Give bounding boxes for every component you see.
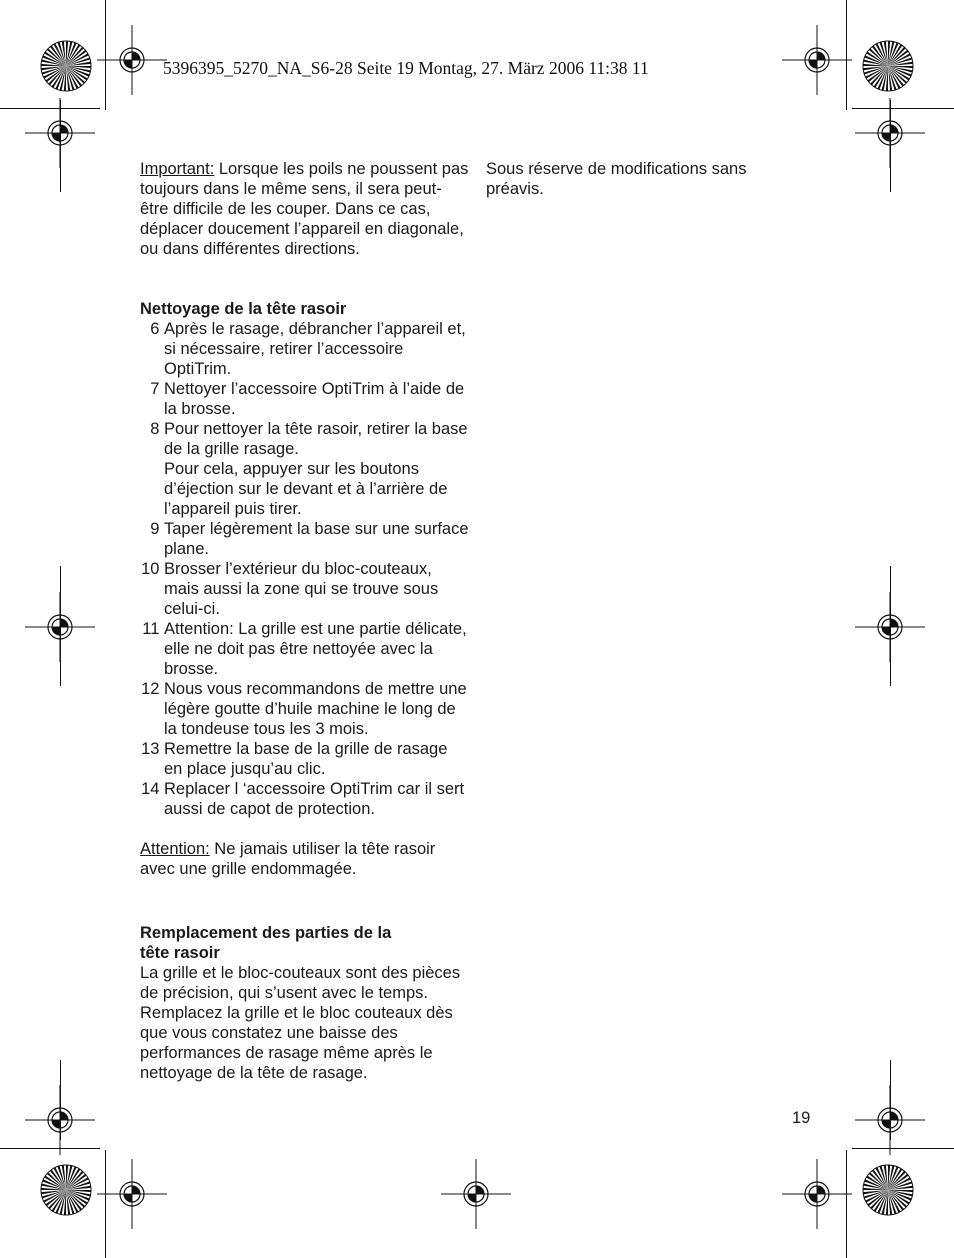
step-text — [164, 319, 470, 379]
attention-text: Ne jamais utiliser la tête rasoir avec une grille endommagée. — [140, 840, 436, 878]
trim-line-bottom-right-vertical — [846, 1150, 847, 1258]
step-number: 10 — [141, 560, 164, 578]
step-item — [140, 779, 470, 819]
trim-line-lower-left-vertical — [60, 1060, 61, 1140]
step-line: Remettre la base de la grille de rasage en place jusqu’au clic. — [164, 740, 448, 778]
step-text — [164, 779, 470, 819]
attention-note — [140, 839, 470, 879]
step-text — [164, 619, 470, 679]
step-item — [140, 419, 470, 519]
step-line: Taper légèrement la base sur une surface plane. — [164, 520, 469, 558]
crosshair-mark-bottom-left — [97, 1159, 167, 1229]
step-item — [140, 679, 470, 739]
step-text — [164, 559, 470, 619]
starburst-mark-bottom-right — [862, 1164, 914, 1216]
step-item — [140, 319, 470, 379]
starburst-mark-top-left — [40, 40, 92, 92]
trim-line-top-right-horizontal — [852, 108, 954, 109]
step-text — [164, 379, 470, 419]
trim-line-middle-left-vertical — [60, 566, 61, 686]
step-number: 12 — [141, 680, 164, 698]
step-text — [164, 419, 470, 519]
step-text — [164, 679, 470, 739]
trim-line-top-right-vertical — [846, 0, 847, 110]
step-item — [140, 559, 470, 619]
crosshair-mark-top-left — [97, 25, 167, 95]
important-note — [140, 159, 470, 259]
important-text: Lorsque les poils ne poussent pas toujours dans le même sens, il sera peut-être difficile de les couper. Dans ce cas, déplacer doucement l’appareil en diagonale, ou dans différentes directions. — [140, 160, 469, 258]
step-line: Nettoyer l’accessoire OptiTrim à l’aide de la brosse. — [164, 380, 465, 418]
trim-line-lower-right-vertical — [890, 1060, 891, 1140]
starburst-mark-top-right — [862, 40, 914, 92]
step-line: Après le rasage, débrancher l’appareil et, si nécessaire, retirer l’accessoire OptiTrim. — [164, 320, 466, 378]
trim-line-middle-right-vertical — [890, 566, 891, 686]
replacement-text: La grille et le bloc-couteaux sont des pièces de précision, qui s’usent avec le temps. Remplacez la grille et le bloc couteaux dès que vous constatez une baisse des performances de rasage même après le nettoyage de la tête de rasage. — [140, 964, 461, 1082]
trim-line-bottom-left-horizontal — [0, 1148, 100, 1149]
step-line: Brosser l’extérieur du bloc-couteaux, mais aussi la zone qui se trouve sous celui-ci. — [164, 560, 439, 618]
page-number: 19 — [792, 1109, 811, 1127]
trim-line-bottom-right-horizontal — [852, 1148, 954, 1149]
step-number: 11 — [142, 620, 164, 638]
step-number: 7 — [150, 380, 164, 398]
step-item — [140, 379, 470, 419]
step-number: 13 — [141, 740, 164, 758]
trim-line-bottom-left-vertical — [105, 1150, 106, 1258]
cleaning-steps — [140, 319, 470, 819]
crosshair-mark-bottom-right — [782, 1159, 852, 1229]
right-column — [486, 159, 786, 199]
trim-line-top-left-horizontal — [0, 108, 100, 109]
step-item — [140, 619, 470, 679]
step-line: Pour cela, appuyer sur les boutons d’éjection sur le devant et à l’arrière de l’appareil puis tirer. — [164, 460, 448, 518]
replacement-heading-line-1: Remplacement des parties de la — [140, 924, 392, 942]
step-number: 6 — [150, 320, 164, 338]
cleaning-heading: Nettoyage de la tête rasoir — [140, 300, 347, 318]
modification-notice: Sous réserve de modifications sans préavis. — [486, 160, 747, 198]
print-slug: 5396395_5270_NA_S6-28 Seite 19 Montag, 27. März 2006 11:38 11 — [163, 58, 649, 78]
left-column — [140, 159, 470, 1083]
trim-line-upper-left-vertical — [60, 100, 61, 192]
step-line: Pour nettoyer la tête rasoir, retirer la base de la grille rasage. — [164, 420, 468, 458]
attention-label: Attention: — [140, 840, 210, 858]
crosshair-mark-bottom-center — [441, 1159, 511, 1229]
step-number: 14 — [141, 780, 164, 798]
starburst-mark-bottom-left — [40, 1164, 92, 1216]
trim-line-top-left-vertical — [105, 0, 106, 110]
important-label: Important: — [140, 160, 215, 178]
step-text — [164, 519, 470, 559]
replacement-heading-line-2: tête rasoir — [140, 944, 220, 962]
step-line: Nous vous recommandons de mettre une légère goutte d’huile machine le long de la tondeuse tous les 3 mois. — [164, 680, 467, 738]
step-number: 9 — [150, 520, 164, 538]
step-item — [140, 739, 470, 779]
step-line: Replacer l ‘accessoire OptiTrim car il sert aussi de capot de protection. — [164, 780, 465, 818]
step-item — [140, 519, 470, 559]
trim-line-upper-right-vertical — [890, 100, 891, 192]
step-text — [164, 739, 470, 779]
step-line: Attention: La grille est une partie délicate, elle ne doit pas être nettoyée avec la brosse. — [164, 620, 467, 678]
crosshair-mark-top-right — [782, 25, 852, 95]
step-number: 8 — [150, 420, 164, 438]
